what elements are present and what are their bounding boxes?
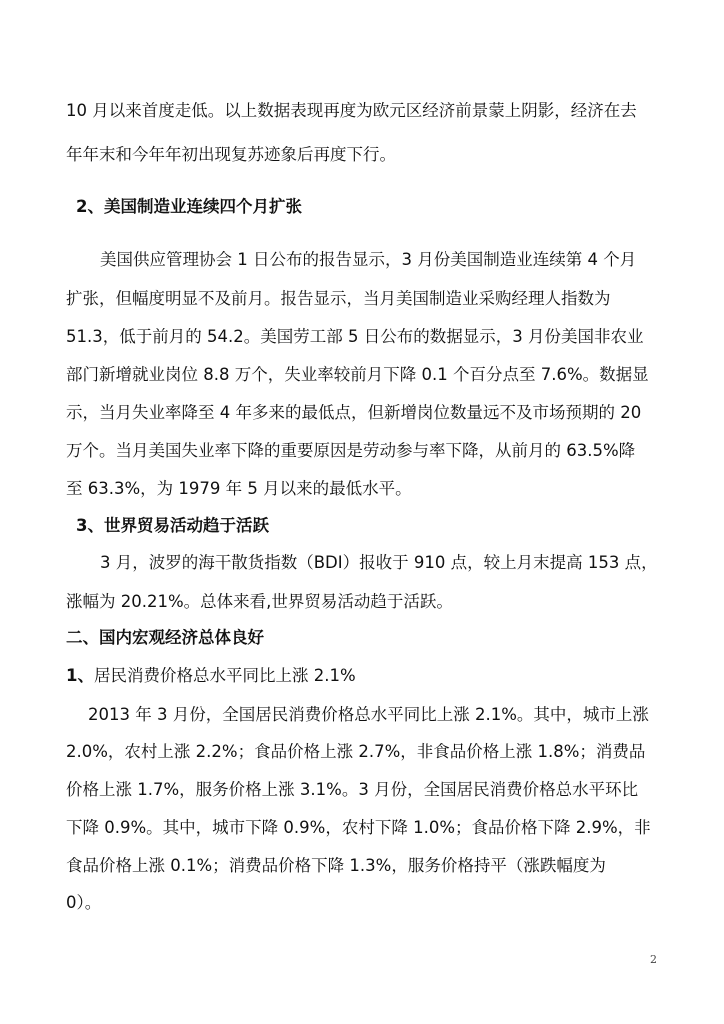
paragraph-line: 下降 0.9%。其中，城市下降 0.9%，农村下降 1.0%；食品价格下降 2.9%，非 [66,818,651,837]
paragraph-line: 51.3，低于前月的 54.2。美国劳工部 5 日公布的数据显示，3 月份美国非农业 [66,327,644,346]
subheading-cpi [66,665,666,687]
paragraph-line: 万个。当月美国失业率下降的重要原因是劳动参与率下降，从前月的 63.5%降 [66,441,636,460]
subheading-number: 1、 [66,666,94,685]
paragraph-line: 至 63.3%，为 1979 年 5 月以来的最低水平。 [66,479,412,498]
subheading-text: 居民消费价格总水平同比上涨 2.1% [93,666,356,685]
section-heading-world-trade: 3、世界贸易活动趋于活跃 [76,516,269,535]
paragraph-line: 2013 年 3 月份，全国居民消费价格总水平同比上涨 2.1%。其中，城市上涨 [88,705,649,724]
paragraph-line: 3 月，波罗的海干散货指数（BDI）报收于 910 点，较上月末提高 153 点， [100,553,658,572]
section-heading-us-manufacturing: 2、美国制造业连续四个月扩张 [76,197,302,216]
paragraph-line: 示，当月失业率降至 4 年多来的最低点，但新增岗位数量远不及市场预期的 20 [66,403,642,422]
paragraph-line: 年年末和今年年初出现复苏迹象后再度下行。 [66,145,396,164]
paragraph-line: 扩张，但幅度明显不及前月。报告显示，当月美国制造业采购经理人指数为 [66,289,611,308]
section-heading-domestic: 二、国内宏观经济总体良好 [66,628,264,647]
paragraph-line: 10 月以来首度走低。以上数据表现再度为欧元区经济前景蒙上阴影，经济在去 [66,101,637,120]
paragraph-line: 0）。 [66,893,102,912]
paragraph-line: 2.0%，农村上涨 2.2%；食品价格上涨 2.7%，非食品价格上涨 1.8%；消费品 [66,742,646,761]
paragraph-line: 价格上涨 1.7%，服务价格上涨 3.1%。3 月份，全国居民消费价格总水平环比 [66,780,639,799]
paragraph-line: 涨幅为 20.21%。总体来看,世界贸易活动趋于活跃。 [66,592,453,611]
paragraph-line: 食品价格上涨 0.1%；消费品价格下降 1.3%，服务价格持平（涨跌幅度为 [66,856,606,875]
paragraph-line: 部门新增就业岗位 8.8 万个，失业率较前月下降 0.1 个百分点至 7.6%。数据显 [66,365,649,384]
page-number: 2 [650,953,657,966]
paragraph-line: 美国供应管理协会 1 日公布的报告显示，3 月份美国制造业连续第 4 个月 [100,250,637,269]
